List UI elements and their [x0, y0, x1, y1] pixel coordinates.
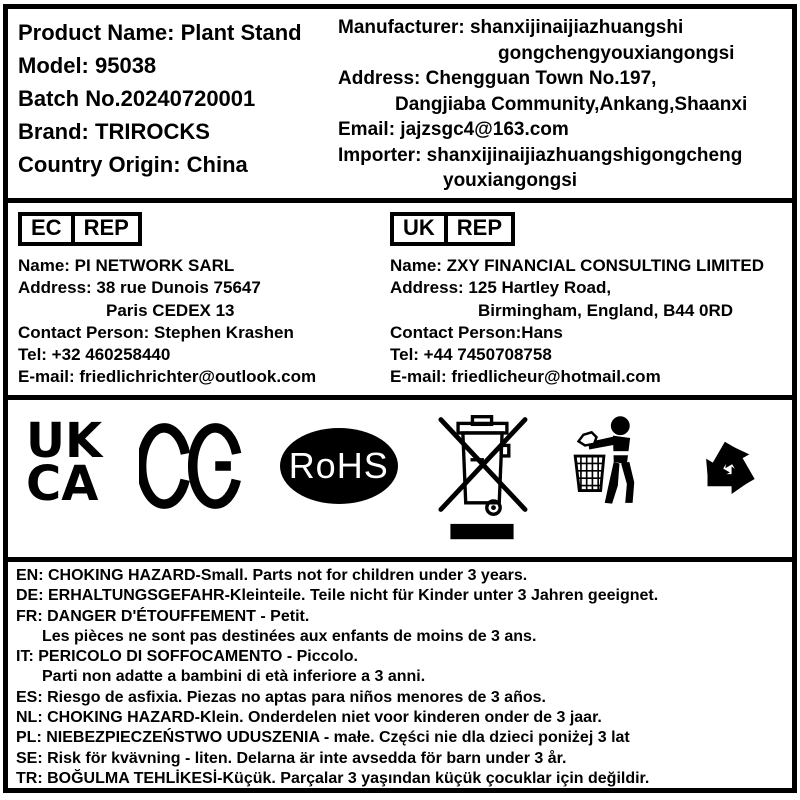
warnings-section [3, 557, 797, 793]
warning-line-es: ES: Riesgo de asfixia. Piezas no aptas para niños menores de 3 años. [16, 688, 546, 706]
warning-line-se: SE: Risk för kvävning - liten. Delarna är inte avsedda för barn under 3 år. [16, 749, 567, 767]
weee-crossed-out-bin-icon [434, 410, 530, 544]
ec-rep-email-line: E-mail: friedlichrichter@outlook.com [18, 367, 317, 387]
warning-line-tr: TR: BOĞULMA TEHLİKESİ-Küçük. Parçalar 3 yaşından küçük çocuklar için değildir. [16, 769, 650, 787]
uk-rep-badge-left: UK [403, 215, 435, 240]
uk-rep-column [390, 212, 788, 395]
ec-rep-tel-line: Tel: +32 460258440 [18, 345, 171, 365]
importer-line-cont: youxiangongsi [443, 170, 578, 191]
uk-rep-tel-line: Tel: +44 7450708758 [390, 345, 552, 365]
batch-no-line: Batch No.20240720001 [18, 86, 256, 111]
warning-line-it-cont: Parti non adatte a bambini di età inferiore a 3 anni. [42, 668, 426, 686]
product-label [3, 4, 797, 793]
uk-rep-badge-right: REP [444, 216, 511, 242]
recycling-symbol-icon [686, 420, 772, 506]
product-name-line: Product Name: Plant Stand [18, 20, 302, 45]
manufacturer-column [338, 13, 786, 198]
ec-rep-address-line: Address: 38 rue Dunois 75647 [18, 278, 261, 298]
warning-line-nl: NL: CHOKING HAZARD-Klein. Onderdelen niet voor kinderen onder de 3 jaar. [16, 709, 602, 727]
rohs-mark-icon [280, 428, 398, 504]
ec-rep-address-cont: Paris CEDEX 13 [106, 300, 235, 320]
rohs-text: RoHS [288, 445, 389, 486]
product-info-left-column [18, 13, 338, 198]
warning-line-pl: PL: NIEBEZPIECZEŃSTWO UDUSZENIA - małe. Części nie dla dzieci poniżej 3 lat [16, 729, 630, 747]
ec-rep-badge-right: REP [71, 216, 138, 242]
warning-line-fr: FR: DANGER D'ÉTOUFFEMENT - Petit. [16, 607, 310, 625]
product-info-section [3, 4, 797, 203]
tidy-man-icon [567, 414, 649, 508]
warning-line-en: EN: CHOKING HAZARD-Small. Parts not for children under 3 years. [16, 567, 528, 584]
ce-mark-icon [139, 422, 243, 510]
warning-line-fr-cont: Les pièces ne sont pas destinées aux enfants de moins de 3 ans. [42, 627, 537, 645]
ec-rep-badge-left: EC [31, 215, 62, 240]
manufacturer-email-line: Email: jajzsgc4@163.com [338, 119, 569, 140]
ukca-bottom-text: CA [26, 456, 99, 512]
uk-rep-address-line: Address: 125 Hartley Road, [390, 278, 612, 298]
warning-line-it: IT: PERICOLO DI SOFFOCAMENTO - Piccolo. [16, 648, 358, 666]
ec-rep-column [18, 212, 390, 395]
brand-line: Brand: TRIROCKS [18, 119, 210, 144]
country-origin-line: Country Origin: China [18, 152, 248, 177]
manufacturer-line: Manufacturer: shanxijinaijiazhuangshi [338, 17, 684, 38]
compliance-icons-section [3, 395, 797, 562]
ec-rep-name-line: Name: PI NETWORK SARL [18, 256, 235, 275]
uk-rep-contact-line: Contact Person:Hans [390, 322, 563, 342]
ukca-mark-icon [26, 413, 103, 512]
manufacturer-line-cont: gongchengyouxiangongsi [498, 42, 735, 64]
uk-rep-email-line: E-mail: friedlicheur@hotmail.com [390, 367, 661, 387]
uk-rep-name-line: Name: ZXY FINANCIAL CONSULTING LIMITED [390, 256, 765, 275]
ukca-top-text: UK [26, 413, 103, 469]
uk-rep-address-cont: Birmingham, England, B44 0RD [478, 300, 734, 320]
model-line: Model: 95038 [18, 53, 157, 78]
uk-rep-badge [390, 212, 515, 246]
representatives-section [3, 198, 797, 400]
ec-rep-badge [18, 212, 142, 246]
importer-line: Importer: shanxijinaijiazhuangshigongcheng [338, 144, 743, 166]
manufacturer-address-line: Address: Chengguan Town No.197, [338, 68, 657, 89]
ec-rep-contact-line: Contact Person: Stephen Krashen [18, 322, 294, 342]
manufacturer-address-cont: Dangjiaba Community,Ankang,Shaanxi [395, 93, 748, 115]
warning-line-de: DE: ERHALTUNGSGEFAHR-Kleinteile. Teile nicht für Kinder unter 3 Jahren geeignet. [16, 587, 659, 605]
